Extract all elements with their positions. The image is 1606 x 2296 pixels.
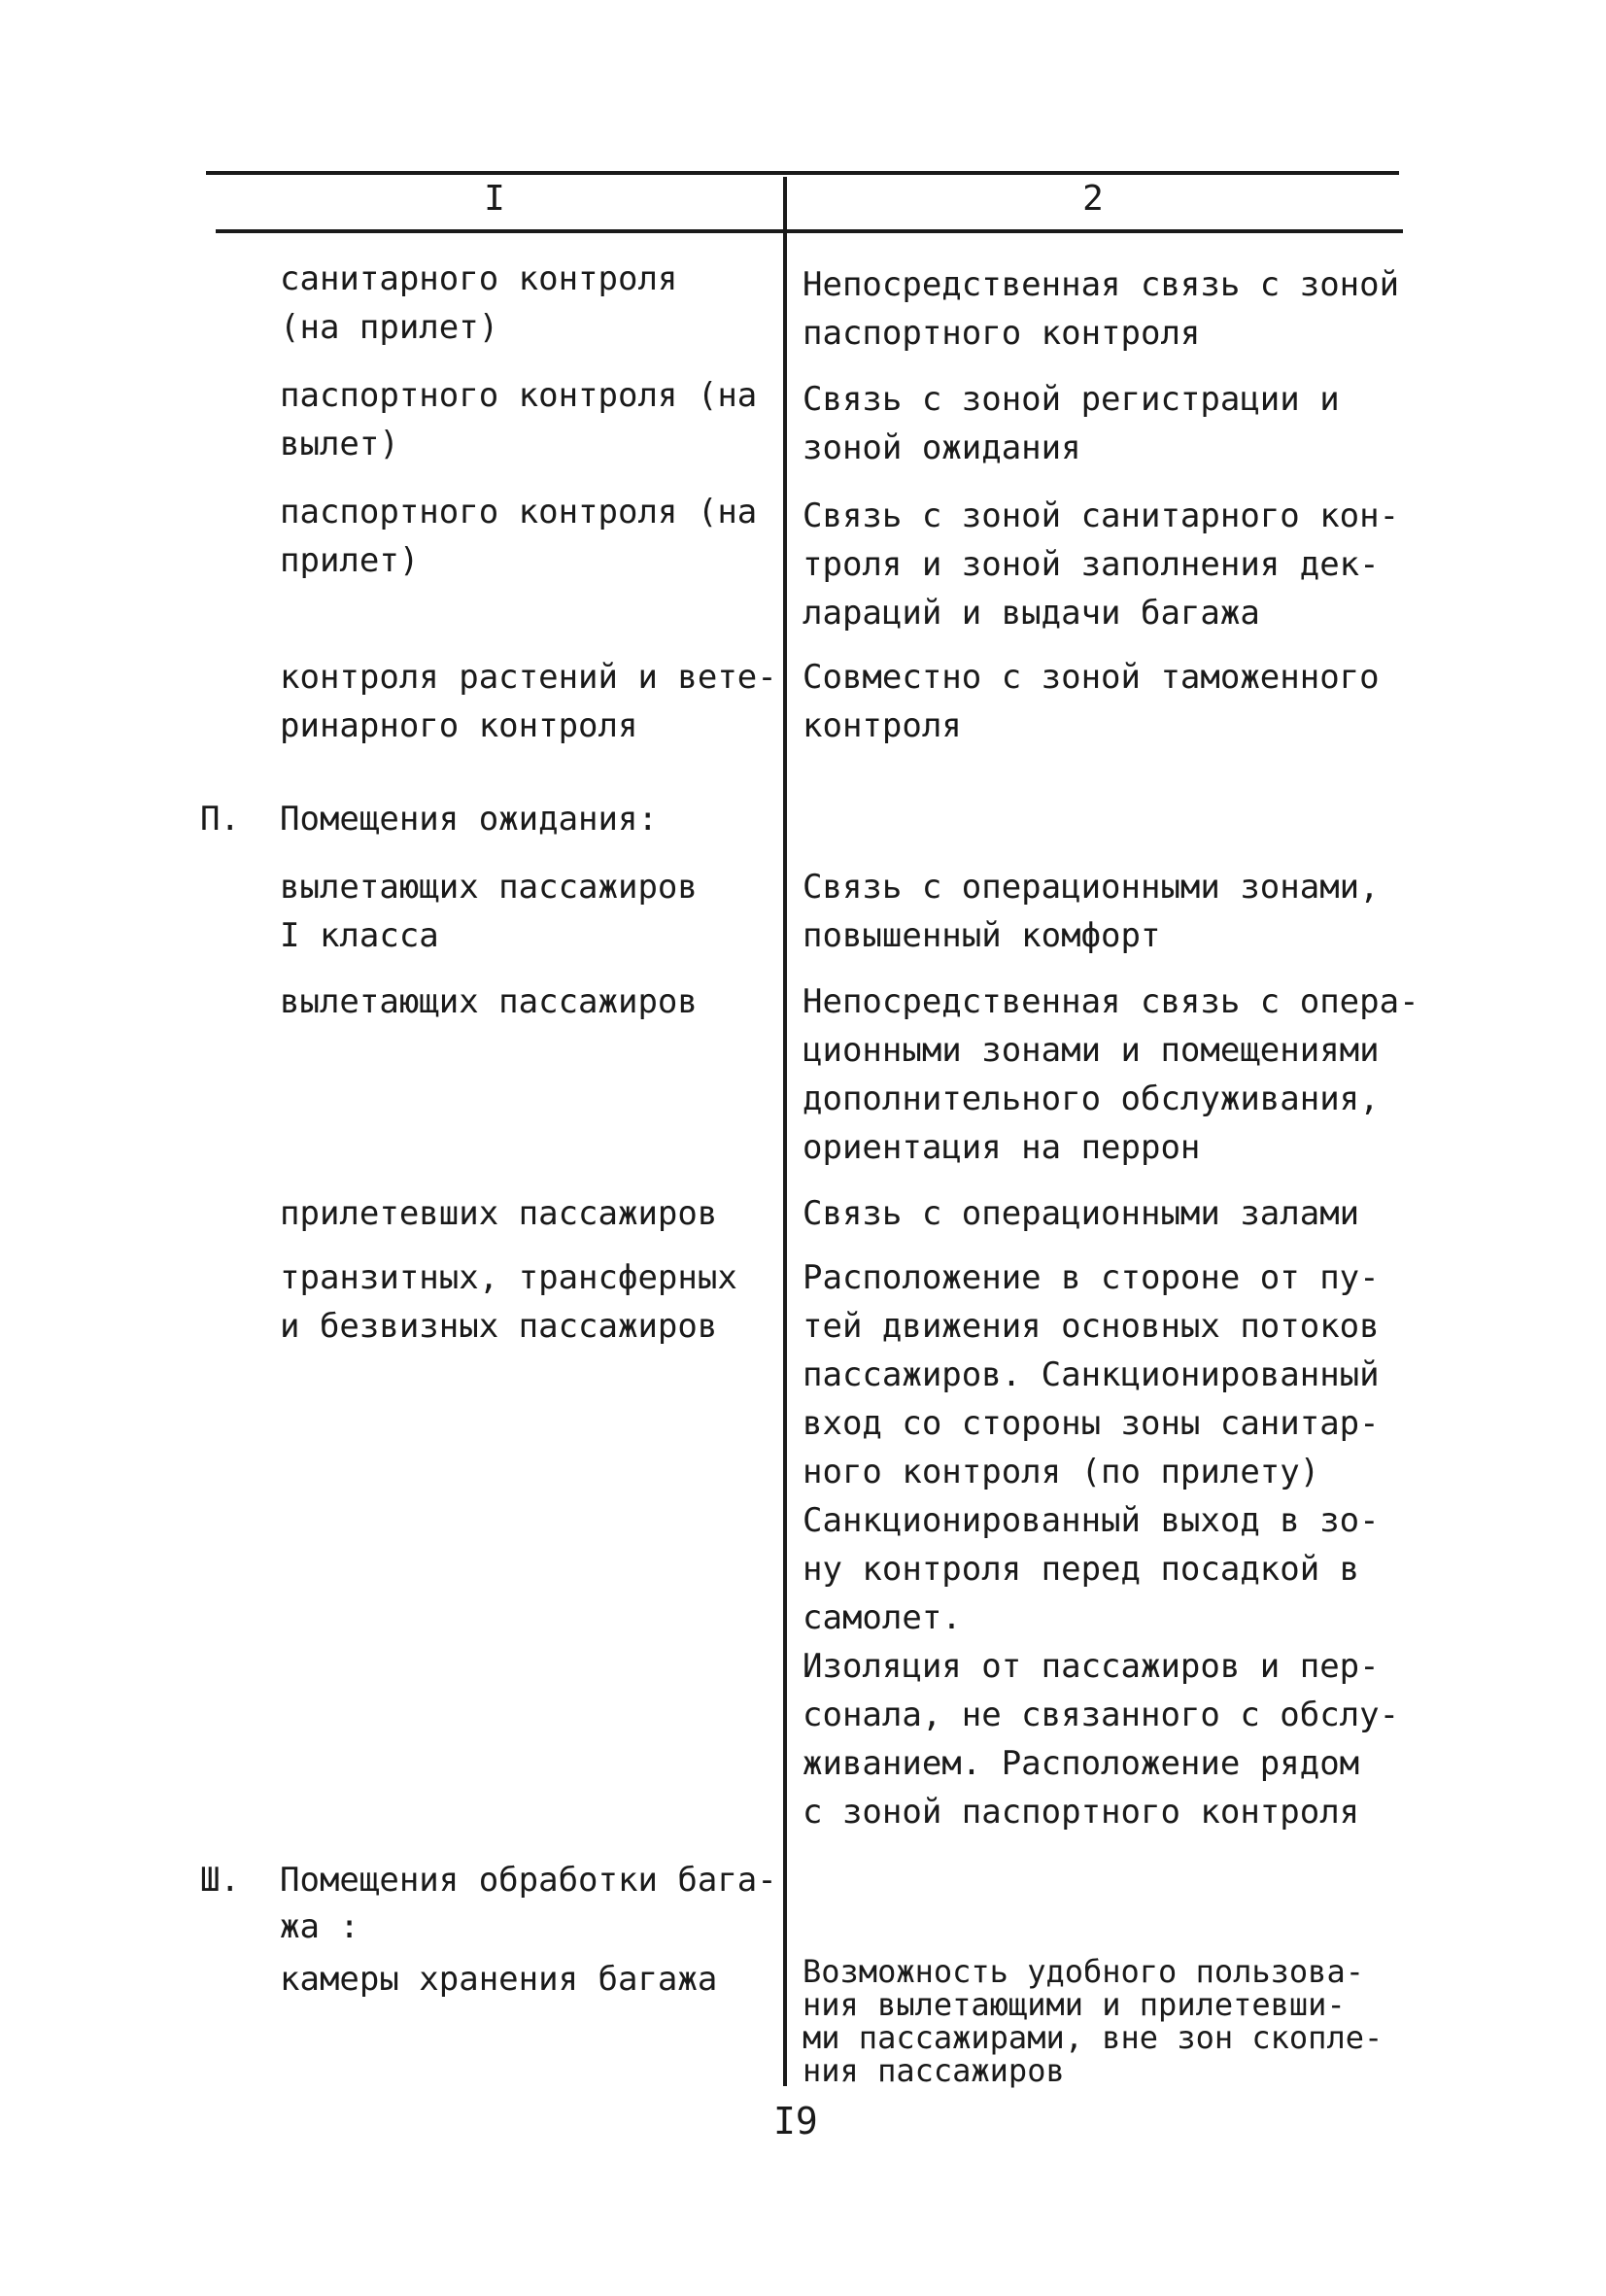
row-description-line: самолет.: [803, 1598, 962, 1637]
row-description-line: сонала, не связанного с обслу-: [803, 1696, 1400, 1734]
page-number: I9: [773, 2100, 818, 2142]
row-description-line: Расположение в стороне от пу-: [803, 1258, 1380, 1297]
row-description-line: повышенный комфорт: [803, 916, 1161, 955]
row-description-line: лараций и выдачи багажа: [803, 594, 1260, 633]
row-description-line: Непосредственная связь с опера-: [803, 982, 1419, 1021]
row-label-line: ринарного контроля: [280, 706, 638, 745]
section-title: Помещения ожидания:: [280, 800, 658, 839]
row-description-line: тей движения основных потоков: [803, 1307, 1380, 1346]
row-description-line: Возможность удобного пользова-: [803, 1953, 1364, 1990]
row-label-line: прилетевших пассажиров: [280, 1194, 718, 1233]
row-description-line: с зоной паспортного контроля: [803, 1793, 1360, 1832]
row-label-line: паспортного контроля (на: [280, 376, 758, 415]
row-label-line: вылетающих пассажиров: [280, 982, 698, 1021]
row-description-line: ориентация на перрон: [803, 1128, 1201, 1167]
row-description-line: Связь с зоной регистрации и: [803, 380, 1340, 419]
row-description-line: живанием. Расположение рядом: [803, 1744, 1360, 1783]
section-title: жа :: [280, 1907, 359, 1946]
row-description-line: ну контроля перед посадкой в: [803, 1550, 1360, 1589]
row-description-line: ния вылетающими и прилетевши-: [803, 1986, 1346, 2023]
column-header-1: I: [484, 179, 505, 219]
row-description-line: Непосредственная связь с зоной: [803, 265, 1400, 304]
column-divider: [783, 177, 787, 2086]
column-header-2: 2: [1082, 179, 1104, 219]
row-label-line: I класса: [280, 916, 439, 955]
row-label-line: прилет): [280, 541, 420, 580]
row-label-line: санитарного контроля: [280, 259, 678, 298]
row-label-line: вылет): [280, 425, 399, 463]
row-label-line: камеры хранения багажа: [280, 1960, 718, 1999]
section-title: Помещения обработки бага-: [280, 1861, 777, 1900]
row-description-line: ного контроля (по прилету): [803, 1453, 1320, 1491]
row-description-line: Совместно с зоной таможенного: [803, 658, 1380, 697]
row-description-line: Изоляция от пассажиров и пер-: [803, 1647, 1380, 1686]
row-description-line: ми пассажирами, вне зон скопле-: [803, 2019, 1384, 2056]
row-description-line: дополнительного обслуживания,: [803, 1079, 1380, 1118]
row-label-line: контроля растений и вете-: [280, 658, 777, 697]
row-label-line: транзитных, трансферных: [280, 1258, 737, 1297]
row-label-line: вылетающих пассажиров: [280, 868, 698, 907]
row-description-line: паспортного контроля: [803, 314, 1201, 353]
row-description-line: пассажиров. Санкционированный: [803, 1355, 1380, 1394]
section-number: П.: [200, 800, 240, 839]
row-description-line: Связь с операционными залами: [803, 1194, 1360, 1233]
row-description-line: вход со стороны зоны санитар-: [803, 1404, 1380, 1443]
row-label-line: паспортного контроля (на: [280, 493, 758, 531]
header-rule: [216, 229, 1403, 233]
row-description-line: ционными зонами и помещениями: [803, 1031, 1380, 1070]
row-label-line: и безвизных пассажиров: [280, 1307, 718, 1346]
row-description-line: троля и зоной заполнения дек-: [803, 545, 1380, 584]
section-number: Ш.: [200, 1861, 240, 1900]
row-description-line: Санкционированный выход в зо-: [803, 1501, 1380, 1540]
row-description-line: Связь с операционными зонами,: [803, 868, 1380, 907]
row-description-line: Связь с зоной санитарного кон-: [803, 497, 1400, 535]
row-description-line: контроля: [803, 706, 962, 745]
row-description-line: ния пассажиров: [803, 2052, 1065, 2089]
row-description-line: зоной ожидания: [803, 428, 1081, 467]
row-label-line: (на прилет): [280, 308, 499, 347]
